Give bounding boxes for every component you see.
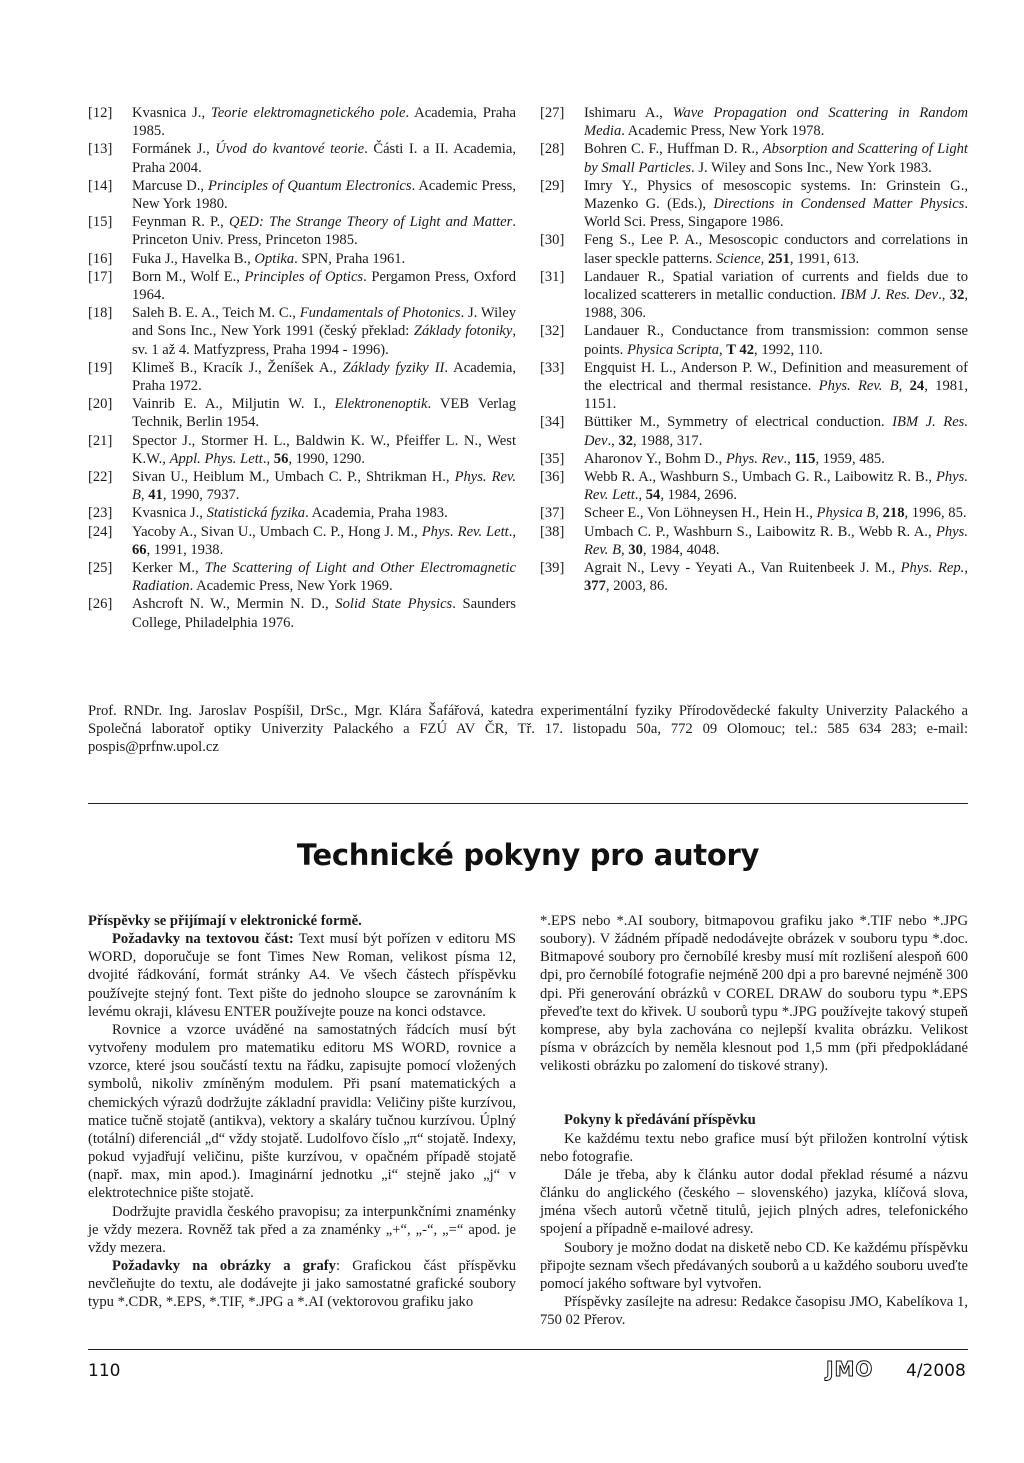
reference-title: Phys. Rev <box>725 450 784 467</box>
translation-paragraph: Dále je třeba, aby k článku autor dodal překlad résumé a názvu článku do anglického (českého – slovenského) jazyka, klíčová slova, jména všech autorů včetně titulů, jejich plných adres, telefonického spojení a případně e-mailové adresy. <box>540 1166 968 1238</box>
reference-item <box>88 304 516 359</box>
reference-item <box>540 413 968 449</box>
reference-number: [27] <box>540 105 565 121</box>
reference-text <box>584 504 968 522</box>
reference-pre: Landauer R., Conductance from transmission: common sense points. <box>584 323 968 358</box>
reference-number: [39] <box>540 560 565 577</box>
reference-post2: , sv. 1 až 4. Matfyzpress, Praha 1994 - 1996). <box>132 323 516 358</box>
address-paragraph: Příspěvky zasílejte na adresu: Redakce časopisu JMO, Kabelíkova 1, 750 02 Přerov. <box>540 1293 968 1329</box>
reference-item <box>540 359 968 414</box>
reference-title: Phys. Rev. Lett <box>584 469 968 504</box>
reference-number: [29] <box>540 177 565 194</box>
reference-post: , <box>719 341 727 358</box>
reference-number: [14] <box>88 177 113 194</box>
reference-post: , <box>875 505 883 522</box>
reference-title: Phys. Rev. Lett <box>421 523 509 540</box>
reference-text <box>132 250 516 268</box>
reference-text <box>132 359 516 395</box>
reference-pre: Yacoby A., Sivan U., Umbach C. P., Hong J. M., <box>132 523 422 540</box>
reference-title: Science <box>716 250 761 267</box>
reference-item <box>88 104 516 140</box>
reference-post: ., <box>607 432 619 449</box>
reference-item <box>540 104 968 140</box>
reference-item <box>88 359 516 395</box>
reference-pre: Saleh B. E. A., Teich M. C., <box>132 305 300 322</box>
reference-item <box>88 595 516 631</box>
reference-pre: Feynman R. P., <box>132 214 229 231</box>
reference-text <box>584 322 968 358</box>
reference-number: [24] <box>88 523 113 540</box>
reference-pre: Webb R. A., Washburn S., Umbach G. R., Laibowitz R. B., <box>584 469 936 486</box>
reference-pre: Formánek J., <box>132 141 216 158</box>
text-requirements-heading: Požadavky na textovou část: <box>112 931 294 948</box>
reference-title: Appl. Phys. Lett <box>169 450 263 467</box>
reference-number: [32] <box>540 323 565 340</box>
reference-bold: 32 <box>949 287 965 304</box>
reference-number: [37] <box>540 505 565 522</box>
reference-pre: Born M., Wolf E., <box>132 268 245 285</box>
reference-number: [13] <box>88 141 113 158</box>
reference-pre: Spector J., Stormer H. L., Baldwin K. W., Pfeiffer L. N., West K.W., <box>132 432 516 467</box>
author-affiliation: Prof. RNDr. Ing. Jaroslav Pospíšil, DrSc., Mgr. Klára Šafářová, katedra experimentální fyziky Přírodovědecké fakulty Univerzity Palackého a Společná laboratoř optiky Univerzity Palackého a FZÚ AV ČR, Tř. 17. listopadu 50a, 772 09 Olomouc; tel.: 585 634 283; e-mail: pospis@prfnw.upol.cz <box>88 703 968 756</box>
reference-number: [17] <box>88 268 113 285</box>
reference-title: Optika <box>254 250 295 267</box>
reference-item <box>88 395 516 431</box>
reference-number: [25] <box>88 560 113 577</box>
reference-pre: Kvasnica J., <box>132 505 207 522</box>
reference-title: Absorption and Scattering of Light by Small Particles <box>584 141 968 176</box>
reference-item <box>540 504 968 522</box>
reference-title: IBM J. Res. Dev <box>584 414 968 449</box>
reference-number: [28] <box>540 141 565 158</box>
reference-pre: Vainrib E. A., Miljutin W. I., <box>132 396 335 413</box>
reference-post: . Části I. a II. Academia, Praha 2004. <box>132 141 516 176</box>
reference-number: [15] <box>88 214 113 231</box>
reference-title: Principles of Quantum Electronics <box>208 177 412 194</box>
reference-post: , <box>140 487 149 504</box>
reference-number: [33] <box>540 359 565 376</box>
reference-post: . Princeton Univ. Press, Princeton 1985. <box>132 214 516 249</box>
instructions-left-column <box>88 912 516 1311</box>
reference-text <box>584 104 968 140</box>
files-paragraph: Soubory je možno dodat na disketě nebo CD. Ke každému příspěvku připojte seznam všech předávaných souborů a u každého souboru uveďte pomocí jakého software byl vytvořen. <box>540 1239 968 1292</box>
figures-heading: Požadavky na obrázky a grafy <box>112 1257 336 1274</box>
reference-number: [16] <box>88 250 113 267</box>
reference-post2: , 1988, 306. <box>584 287 969 322</box>
reference-post: . J. Wiley and Sons Inc., New York 1991 (český překlad: <box>132 305 516 340</box>
reference-text <box>132 432 516 468</box>
reference-post2: , 1959, 485. <box>815 450 885 467</box>
figures-continued-paragraph: *.EPS nebo *.AI soubory, bitmapovou grafiku jako *.TIF nebo *.JPG soubory). V žádném případě nedodávejte obrázek v souboru typu *.doc. Bitmapové soubory pro černobílé kresby musí mít rozlišení alespoň 600 dpi, pro černobílé fotografie nejméně 200 dpi a pro barevné nejméně 300 dpi. Při generování obrázků v COREL DRAW do souboru typu *.EPS převeďte text do křivek. U souborů typu *.JPG používejte takový stupeň komprese, aby byla zachována co nejlepší kvalita obrázku. Velikost písma v obrázcích by neměla klesnout pod 1,5 mm (při předpokládané velikosti obrázku po zalomení do tiskové strany). <box>540 913 968 1075</box>
reference-item <box>88 504 516 522</box>
footer-divider <box>88 1349 968 1350</box>
submission-subheading: Pokyny k předávání příspěvku <box>564 1112 756 1129</box>
reference-pre: Umbach C. P., Washburn S., Laibowitz R. B., Webb R. A., <box>584 523 936 540</box>
reference-number: [12] <box>88 105 113 121</box>
reference-text <box>584 559 968 595</box>
reference-post: ., <box>508 523 516 540</box>
reference-text <box>584 177 968 232</box>
reference-number: [31] <box>540 268 565 285</box>
reference-pre: Ishimaru A., <box>584 105 673 121</box>
reference-post: ., <box>783 450 795 467</box>
reference-bold: 218 <box>882 505 905 522</box>
reference-post2: , 1991, 1938. <box>146 541 224 558</box>
reference-pre: Kerker M., <box>132 560 205 577</box>
reference-pre: Kvasnica J., <box>132 105 211 121</box>
reference-title: Teorie elektromagnetického pole <box>210 105 406 121</box>
reference-item <box>88 213 516 249</box>
reference-bold: 32 <box>618 432 634 449</box>
reference-post: ., <box>938 287 950 304</box>
reference-post: . Academic Press, New York 1969. <box>189 578 393 595</box>
reference-bold: 41 <box>148 487 163 504</box>
reference-title: Statistická fyzika <box>206 505 306 522</box>
reference-item <box>540 468 968 504</box>
reference-title: QED: The Strange Theory of Light and Matter <box>228 214 513 231</box>
reference-text <box>584 468 968 504</box>
references-right-column <box>540 104 968 595</box>
reference-text <box>584 231 968 267</box>
reference-item <box>88 250 516 268</box>
reference-post2: , 1991, 613. <box>789 250 860 267</box>
reference-pre: Aharonov Y., Bohm D., <box>584 450 726 467</box>
reference-pre: Engquist H. L., Anderson P. W., Definition and measurement of the electrical and thermal resistance. <box>584 359 968 395</box>
reference-bold: 24 <box>909 378 925 395</box>
reference-pre: Marcuse D., <box>132 177 209 194</box>
reference-post: . Academic Press, New York 1980. <box>132 177 516 213</box>
reference-number: [21] <box>88 432 113 449</box>
reference-text <box>132 177 516 213</box>
reference-post2: , 1984, 2696. <box>660 487 737 504</box>
reference-number: [36] <box>540 469 565 486</box>
reference-item <box>540 322 968 358</box>
reference-text <box>132 140 516 176</box>
reference-bold: 54 <box>645 487 661 504</box>
reference-item <box>540 177 968 232</box>
reference-post: , <box>760 250 768 267</box>
reference-title: The Scattering of Light and Other Electromagnetic Radiation <box>132 560 516 595</box>
reference-number: [35] <box>540 450 565 467</box>
reference-item <box>540 140 968 176</box>
instructions-right-column <box>540 912 968 1329</box>
figures-body: : Grafickou část příspěvku nevčleňujte do textu, ale dodávejte ji jako samostatné grafické soubory typu *.CDR, *.EPS, *.TIF, *.JPG a *.AI (vektorovou grafiku jako <box>88 1257 517 1311</box>
reference-text <box>132 523 516 559</box>
reference-post: , <box>621 541 629 558</box>
reference-title: Physica Scripta <box>626 341 719 358</box>
reference-post: . Academia, Praha 1985. <box>132 105 517 140</box>
reference-text <box>584 523 968 559</box>
page-number: 110 <box>88 1361 121 1381</box>
reference-bold: 30 <box>628 541 643 558</box>
reference-number: [22] <box>88 469 113 486</box>
reference-bold: 66 <box>132 541 147 558</box>
references-left-column <box>88 104 516 632</box>
reference-pre: Imry Y., Physics of mesoscopic systems. In: Grinstein G., Mazenko G. (Eds.), <box>584 177 968 213</box>
reference-title: Elektronenoptik <box>334 396 428 413</box>
equations-paragraph: Rovnice a vzorce uváděné na samostatných řádcích musí být vytvořeny modulem pro matematiku editoru MS WORD, rovnice a vzorce, které jsou součástí textu na řádku, zapisujte pomocí vložených symbolů, nikoliv zmíněným modulem. Při psaní matematických a chemických výrazů dodržujte základní pravidla: Veličiny pište kurzívou, matice tučně stojatě (antikva), vektory a skaláry tučnou kurzívou. Úplný (totální) diferenciál „d“ vždy stojatě. Ludolfovo číslo „π“ stojatě. Indexy, pokud vyjadřují veličinu, pište kurzívou, v opačném případě stojatě (např. max, min apod.). Imaginární jednotku „i“ stejně jako „j“ v elektrotechnice pište stojatě. <box>88 1021 516 1202</box>
reference-post: ., <box>262 450 274 467</box>
reference-item <box>88 559 516 595</box>
section-divider <box>88 803 968 804</box>
reference-text <box>132 595 516 631</box>
issue-number: 4/2008 <box>906 1361 966 1381</box>
section-title: Technické pokyny pro autory <box>296 838 760 872</box>
reference-item <box>540 559 968 595</box>
figures-paragraph <box>88 1257 516 1311</box>
reference-pre: Fuka J., Havelka B., <box>132 250 255 267</box>
reference-item <box>88 177 516 213</box>
reference-text <box>132 395 516 431</box>
reference-item <box>88 523 516 559</box>
text-requirements-paragraph <box>88 930 516 1021</box>
reference-number: [20] <box>88 396 113 413</box>
reference-text <box>132 268 516 304</box>
reference-title: Principles of Optics <box>244 268 364 285</box>
intro-paragraph <box>88 912 516 930</box>
reference-pre: Ashcroft N. W., Mermin N. D., <box>132 596 336 613</box>
reference-title: Fundamentals of Photonics <box>299 305 461 322</box>
reference-post: . Academia, Praha 1983. <box>305 505 448 522</box>
reference-bold: 251 <box>767 250 790 267</box>
reference-post: , <box>964 560 968 577</box>
reference-pre: Büttiker M., Symmetry of electrical conduction. <box>584 414 893 431</box>
reference-post: . J. Wiley and Sons Inc., New York 1983. <box>691 159 932 176</box>
reference-title: IBM J. Res. Dev <box>840 287 939 304</box>
reference-number: [18] <box>88 305 113 322</box>
reference-post: . VEB Verlag Technik, Berlin 1954. <box>132 396 517 431</box>
reference-post: . Saunders College, Philadelphia 1976. <box>132 596 516 631</box>
reference-post: ., <box>634 487 646 504</box>
reference-post2: , 1984, 4048. <box>642 541 720 558</box>
reference-number: [34] <box>540 414 565 431</box>
reference-text <box>132 468 516 504</box>
reference-title: Základy fyziky II <box>342 359 445 376</box>
reference-title: Wave Propagation ond Scattering in Random Media <box>584 105 968 140</box>
reference-text <box>584 140 968 176</box>
reference-bold: 56 <box>273 450 289 467</box>
reference-number: [38] <box>540 523 565 540</box>
reference-pre: Agrait N., Levy - Yeyati A., Van Ruitenbeek J. M., <box>584 560 901 577</box>
reference-post: . Academia, Praha 1972. <box>132 359 516 395</box>
reference-post2: , 1996, 85. <box>904 505 967 522</box>
reference-title: Solid State Physics <box>335 596 453 613</box>
reference-item <box>88 468 516 504</box>
spelling-paragraph: Dodržujte pravidla českého pravopisu; za interpunkčními znaménky je vždy mezera. Rovněž tak před a za znaménky „+“, „-“, „=“ apod. je vždy mezera. <box>88 1203 516 1256</box>
proof-paragraph: Ke každému textu nebo grafice musí být přiložen kontrolní výtisk nebo fotografie. <box>540 1130 968 1165</box>
journal-logo: JMO <box>826 1357 874 1381</box>
reference-post: , <box>898 378 910 395</box>
reference-text <box>584 450 968 468</box>
reference-pre: Scheer E., Von Löhneysen H., Hein H., <box>584 505 817 522</box>
reference-pre: Klimeš B., Kracík J., Ženíšek A., <box>132 359 343 376</box>
reference-post2: , 2003, 86. <box>605 578 668 595</box>
reference-pre: Feng S., Lee P. A., Mesoscopic conductors and correlations in laser speckle patterns. <box>584 232 968 267</box>
reference-text <box>584 268 968 323</box>
reference-pre: Bohren C. F., Huffman D. R., <box>584 141 763 158</box>
reference-title: Úvod do kvantové teorie <box>215 141 365 158</box>
reference-item <box>540 523 968 559</box>
reference-pre: Landauer R., Spatial variation of currents and fields due to localized scatterers in metallic conduction. <box>584 268 968 304</box>
reference-item <box>88 140 516 176</box>
reference-item <box>88 432 516 468</box>
reference-post: . World Sci. Press, Singapore 1986. <box>584 196 969 231</box>
reference-text <box>584 413 968 449</box>
reference-number: [26] <box>88 596 113 613</box>
reference-post2: , 1992, 110. <box>754 341 823 358</box>
reference-title: Physica B <box>816 505 876 522</box>
reference-number: [19] <box>88 359 113 376</box>
reference-post2: , 1981, 1151. <box>584 378 968 413</box>
reference-post: . SPN, Praha 1961. <box>294 250 406 267</box>
reference-post2: , 1990, 1290. <box>288 450 365 467</box>
intro-bold: Příspěvky se přijímají v elektronické formě. <box>88 913 362 929</box>
reference-number: [23] <box>88 505 113 522</box>
reference-post: . Academic Press, New York 1978. <box>621 123 825 140</box>
reference-title: Phys. Rev. B <box>132 469 516 504</box>
reference-post2: , 1990, 7937. <box>162 487 240 504</box>
reference-bold: T 42 <box>726 341 755 358</box>
reference-item <box>540 268 968 323</box>
reference-text <box>584 359 968 414</box>
text-requirements-body: Text musí být pořízen v editoru MS WORD, doporučuje se font Times New Roman, velikost písma 12, dvojité řádkování, formát stránky A4. Ve všech částech příspěvku používejte stejný font. Text pište do jednoho sloupce se zarovnáním k levému okraji, klávesu ENTER používejte pouze na konci odstavce. <box>88 931 516 1020</box>
reference-text <box>132 559 516 595</box>
reference-item <box>540 450 968 468</box>
reference-text <box>132 304 516 359</box>
reference-title: Phys. Rep. <box>900 560 965 577</box>
reference-number: [30] <box>540 232 565 249</box>
reference-post2: , 1988, 317. <box>633 432 703 449</box>
reference-bold: 377 <box>584 578 606 595</box>
reference-title2: Základy fotoniky <box>413 323 513 340</box>
reference-text <box>132 504 516 522</box>
reference-pre: Sivan U., Heiblum M., Umbach C. P., Shtrikman H., <box>132 469 455 486</box>
reference-item <box>88 268 516 304</box>
reference-title: Phys. Rev. B <box>818 378 899 395</box>
reference-post: . Pergamon Press, Oxford 1964. <box>132 268 516 304</box>
reference-bold: 115 <box>794 450 816 467</box>
reference-title: Directions in Condensed Matter Physics <box>713 196 965 213</box>
reference-text <box>132 213 516 249</box>
reference-title: Phys. Rev. B <box>584 523 968 558</box>
reference-text <box>132 104 516 140</box>
reference-item <box>540 231 968 267</box>
